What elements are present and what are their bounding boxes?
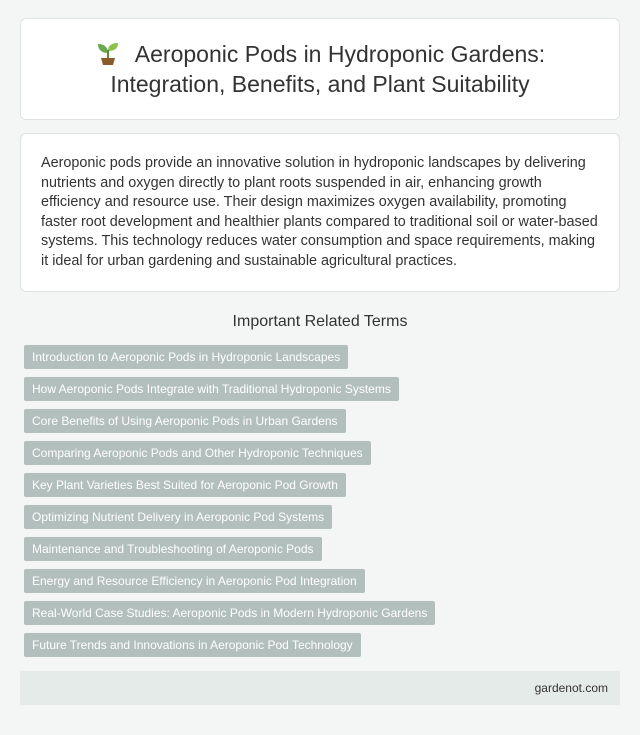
related-term-link[interactable]: Introduction to Aeroponic Pods in Hydroponic Landscapes	[24, 345, 348, 369]
related-term-link[interactable]: Future Trends and Innovations in Aeroponic Pod Technology	[24, 633, 361, 657]
related-term-link[interactable]: How Aeroponic Pods Integrate with Traditional Hydroponic Systems	[24, 377, 399, 401]
related-terms-list	[24, 345, 624, 665]
page-title-text: Aeroponic Pods in Hydroponic Gardens: Integration, Benefits, and Plant Suitability	[110, 41, 546, 97]
related-term-link[interactable]: Key Plant Varieties Best Suited for Aeroponic Pod Growth	[24, 473, 346, 497]
related-term-link[interactable]: Core Benefits of Using Aeroponic Pods in Urban Gardens	[24, 409, 346, 433]
related-term-link[interactable]: Optimizing Nutrient Delivery in Aeroponic Pod Systems	[24, 505, 332, 529]
title-card	[20, 18, 620, 120]
intro-paragraph: Aeroponic pods provide an innovative solution in hydroponic landscapes by delivering nutrients and oxygen directly to plant roots suspended in air, enhancing growth efficiency and resource use. Their design maximizes oxygen availability, promoting faster root development and healthier plants compared to traditional soil or water-based systems. This technology reduces water consumption and space requirements, making it ideal for urban gardening and sustainable agricultural practices.	[41, 155, 598, 269]
footer-site-name[interactable]: gardenot.com	[534, 681, 608, 695]
page-title	[51, 39, 589, 99]
related-term-link[interactable]: Energy and Resource Efficiency in Aeroponic Pod Integration	[24, 569, 365, 593]
footer	[20, 671, 620, 705]
intro-card	[20, 133, 620, 292]
related-term-link[interactable]: Comparing Aeroponic Pods and Other Hydroponic Techniques	[24, 441, 371, 465]
related-terms-heading: Important Related Terms	[232, 313, 408, 330]
related-term-link[interactable]: Maintenance and Troubleshooting of Aeroponic Pods	[24, 537, 322, 561]
related-term-link[interactable]: Real-World Case Studies: Aeroponic Pods in Modern Hydroponic Gardens	[24, 601, 435, 625]
sprout-icon	[95, 40, 121, 66]
